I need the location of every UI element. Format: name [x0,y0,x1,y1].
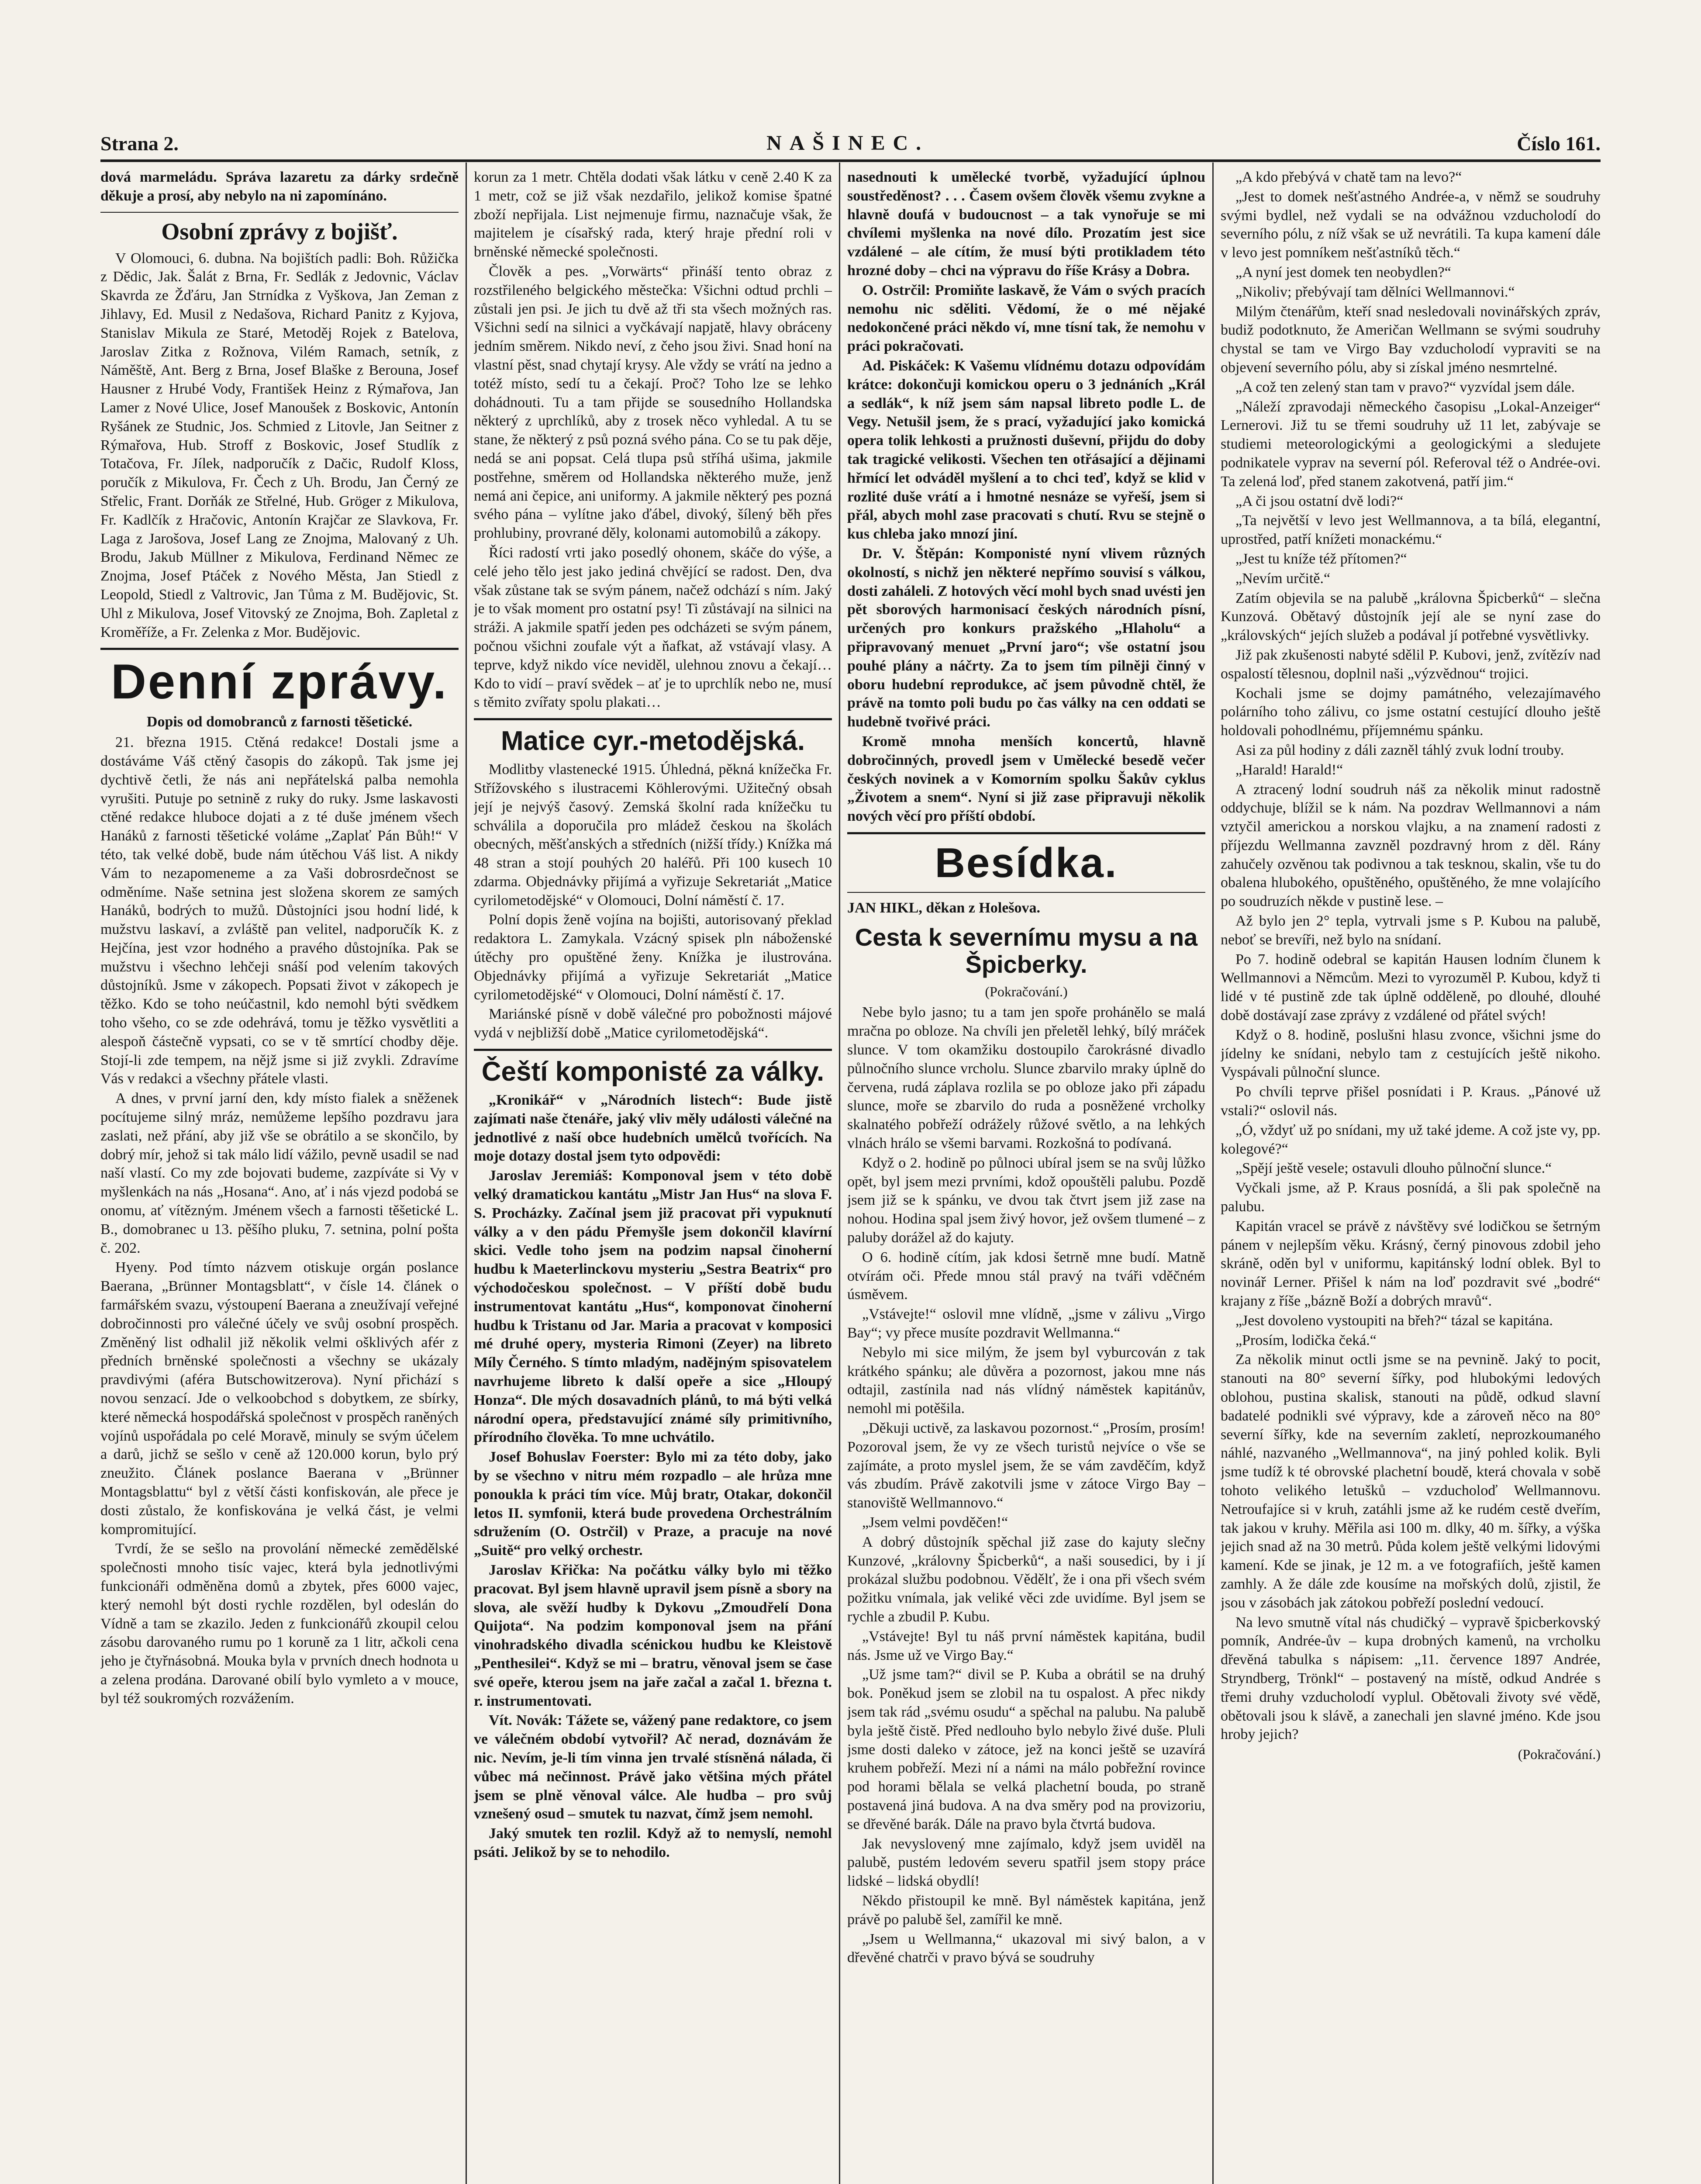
page-label: Strana 2. [100,132,179,155]
article-paragraph: Mariánské písně v době válečné pro pobožnosti májové vydá v nejbližší době „Matice cyrilometodějská“. [474,1006,832,1041]
article-paragraph: Josef Bohuslav Foerster: Bylo mi za této doby, jako by se všechno v nitru mém rozpadlo – ale hrůza mne ponoukla k práci tím více. Můj bratr, Otakar, dokončil letos II. symfonii, která bude provedena Orchestrálním sdružením (O. Ostrčil) v Praze, a pracuje na nové „Suitě“ pro velký orchestr. [474,1449,832,1559]
story-paragraph: Po 7. hodině odebral se kapitán Hausen lodním člunem k Wellmannovi a Němcům. Mezi to vyrozuměl P. Kubou, když ti lidé v té pustině zde tak úplně odděleně, po dlouhé, dlouhé době dostávají zase zprávy z vzdálené od přátel svých! [1221,951,1601,1024]
article-paragraph: Modlitby vlastenecké 1915. Úhledná, pěkná knížečka Fr. Střížovského s ilustracemi Köhlerovými. Užitečný obsah její je nejvýš časový. Zemská školní rada knížečku tu schválila a doporučila pro mládež českou na školách obecných, měšťanských a středních (nižší třídy.) Knížka má 48 stran a stojí pouhých 20 haléřů. Při 100 kusech 10 zdarma. Objednávky přijímá a vyřizuje Sekretariát „Matice cyrilometodějské“ v Olomouci, Dolní náměstí č. 17. [474,761,832,909]
section-heading-besidka: Besídka. [935,839,1118,886]
article-paragraph: korun za 1 metr. Chtěla dodati však látku v ceně 2.40 K za 1 metr, což se již však nezdařilo, jelikož komise špatné zboží nepřijala. List nejmenuje firmu, naznačuje však, že majitelem je císařský rada, který hraje přední roli v brněnské německé společnosti. [474,169,832,260]
story-paragraph: „Ta největší v levo jest Wellmannova, a ta bílá, elegantní, uprostřed, patří knížeti monackému.“ [1221,512,1601,548]
article-paragraph: Jaký smutek ten rozlil. Když až to nemyslí, nemohl psáti. Jelikož by se to nehodilo. [474,1825,832,1860]
article-paragraph: Jaroslav Křička: Na počátku války bylo mi těžko pracovat. Byl jsem hlavně upravil jsem písně a sbory na slova, ale svěží hudby k Dykovu „Zmoudřelí Dona Quijota“. Na podzim komponoval jsem na přání vinohradského divadla scénickou hudbu ke Kleistově „Penthesilei“. Když se mi – bratru, věnoval jsem se čase své opeře, kterou jsem na jaře začal a začal 1. března t. r. instrumentovati. [474,1562,832,1709]
divider [474,1049,832,1051]
column-1 [100,168,459,2184]
section-heading-cesti: Čeští komponisté za války. [481,1057,825,1087]
story-paragraph: „Jest to domek nešťastného Andrée-a, v němž se soudruhy svými bydlel, než vydali se na odvážnou vzducholodí do severního pólu, z níž však se už nevrátili. Ta kupa kamení dále v levo jest pomníkem nešťastníků těch.“ [1221,188,1601,261]
story-paragraph: „Jest dovoleno vystoupiti na břeh?“ tázal se kapitána. [1235,1312,1553,1329]
column-rule [839,162,840,2184]
article-paragraph: Vít. Novák: Tážete se, vážený pane redaktore, co jsem ve válečném období vytvořil? Ač nerad, doznávám že nic. Nevím, je-li tím vinna jen trvalé stísněná nálada, či vůbec má nečinnost. Právě jako většina mých přátel jsem se plně věnoval válce. Ale hudba – pro svůj vznešený osud – smutek tu nazvat, čímž jsem nemohl. [474,1712,832,1822]
continued-note: (Pokračování.) [1518,1746,1601,1762]
article-paragraph: 21. března 1915. Ctěná redakce! Dostali jsme a dostáváme Váš ctěný časopis do zákopů. Tak jsme jej dychtivě četli, že nás ani nepřátelská palba nemohla vyrušiti. Putuje po setnině z ruky do ruky. Jsme laskavosti ctěné redakce hluboce dojati a z té duše jménem všech Hanáků z farnosti těšetické voláme „Zaplať Pán Bůh!“ V této, tak velké době, bude nám útěchou Váš list. A nikdy Vám to nezapomeneme a za Vaši dobrosrdečnost se odměníme. Naše setnina jest složena skorem ze samých Hanáků, bodrých to mužů. Důstojníci jsou hodní lidé, k mužstvu laskaví, a zvláště pan velitel, nadporučík K. z Hejčína, jest vzor hodného a pravého důstojníka. Pak se mužstvu i všechno lehčeji snáší pod velením takových důstojníků. Jsme v zákopech. Popsati život v zákopech je těžko. Kdo se toho neúčastnil, kdo nemohl býti svědkem toho všeho, co se zde odehrává, tomu je těžko vysvětliti a alespoň částečně vypsati, co se v tě smrtící chodby děje. Stojí-li zde tempem, na nějž jsme si již zvykli. Zdravíme Vás v redakci a všechny přátele vlasti. [100,734,459,1087]
issue-number: Číslo 161. [1517,132,1601,155]
page-header [100,124,1601,155]
story-paragraph: Za několik minut octli jsme se na pevnině. Jaký to pocit, stanouti na 80° severní šířky, pod hlubokými ledových oblohou, pustina skalisk, stanouti na půdě, odkud slavní badatelé podnikli své výpravy, kde a zároveň něco na 80° severní šířky, kde na severním zakletí, neprozkoumaného náhlé, nazvaného „Wellmannova“, na jiný pohled kolik. Byli jsme tudíž k té obrovské plachetní boudě, která chovala v sobě tohoto velikého letušků – vzducholoď Wellmannovu. Netroufajíce si v kruh, zatáhli jsme až ke rudém cestě dveřím, tak jakou v kruhy. Měřila asi 100 m. dlky, 40 m. šířky, a výška jejich snad až na 30 metrů. Půda kolem ještě velkými lidovými kamení. Kde se jinak, je 12 m. a ve fotografiích, ještě kamen zamhly. A že dále zde kousíme na mořských dolů, zjistil, že jsou v zásobách jak zátokou pobřeží poslední vedoucí. [1221,1351,1601,1611]
story-paragraph: Když o 2. hodině po půlnoci ubíral jsem se na svůj lůžko opět, byl jsem mezi prvními, kdož opouštěli palubu. Pozdě jsem již se k spánku, ve dvou tak čtvrt jsem již zase na nohou. Hodina spal jsem živý hovor, jež ovšem tlumené – z paluby dorážel až do kajuty. [847,1154,1205,1246]
story-paragraph: Kapitán vracel se právě z návštěvy své lodičkou se šetrným pánem v nejlepším věku. Krásný, černý pinovous zdobil jeho skráně, oděn byl v uniformu, kapitánský lodní oblek. Byl to novinář Lerner. Přišel k nám na loď pozdravit své „bodré“ krajany z říše „bázně Boží a dobrých mravů“. [1221,1218,1601,1310]
story-paragraph: A ztracený lodní soudruh náš za několik minut radostně oddychuje, blížil se k nám. Na pozdrav Wellmannovi a nám vztyčil americkou a norskou vlajku, a na znamení radosti z příjezdu Wellmanna zavzněl pozdravný hrom z děl. Rány zahučely ozvěnou tak podivnou a tak tesknou, skalin, vše tu do obalena hlubokého, opuštěného, opuštěného, že mne volajícího po soudruzích někde v pustině lese. – [1221,781,1601,910]
story-paragraph: Až bylo jen 2° tepla, vytrvali jsme s P. Kubou na palubě, neboť se brevíři, než bylo na snídaní. [1221,913,1601,948]
article-paragraph: Dr. V. Štěpán: Komponisté nyní vlivem různých okolností, s nichž jen některé nepřímo souvisí s válkou, dosti zaháleli. Z hotových věcí mohl bych snad uvésti jen pět sborových harmonisací českých národních písní, určených pro konkurs pražského „Hlaholu“ a připravovaný menuet „První jaro“; vše ostatní jsou pouhé plány a náčrty. Za to jsem tím pilněji činný v oboru hudební reprodukce, ač jsem původně chtěl, že právě na tomto poli budu po čas války na cen oddati se hudebně tvořivé práci. [847,545,1205,730]
article-paragraph: Ad. Piskáček: K Vašemu vlídnému dotazu odpovídám krátce: dokončuji komickou operu o 3 jednáních „Král a sedlák“, k níž jsem sám napsal libreto podle L. de Vegy. Netušil jsem, že s prací, vyžadující jako komická opera tolik lehkosti a pružnosti duševní, přijdu do doby tak tragické velikosti. Všechen ten otřásající a dějinami hřmící let odváděl myšlení a to chci teď, když se klid v rozlité duše vrátí a i hmotné nesnáze se vyřeší, jsem si přál, abych mohl zase pracovati s chutí. Rvu se stejně o kus chleba jako mnozí jiní. [847,357,1205,543]
story-paragraph: Po chvíli teprve přišel posnídati i P. Kraus. „Pánové už vstali?“ oslovil nás. [1221,1084,1601,1119]
column-rule [466,162,467,2184]
story-paragraph: O 6. hodině cítím, jak kdosi šetrně mne budí. Matně otvírám oči. Přede mnou stál pravý na tváři vděčném úsměvem. [847,1249,1205,1303]
column-4 [1221,168,1601,2184]
column-rule [1212,162,1214,2184]
article-paragraph: A dnes, v první jarní den, kdy místo fialek a sněženek pocítujeme silný mráz, nemůžeme lepšího pozdravu jara zaslati, než přání, aby již vše se obrátilo a se skončilo, by dobrý mír, jehož si tak málo lidí vážilo, pevně usadil se nad naší vlastí. Co my zde bojovati budeme, zazpíváte si Vy v myšlenkách na nás „Hosana“. Ano, ať i nás vjezd podobá se onomu, ať vítězným. Jménem všech a farnosti těšetické L. B., domobranec u 13. pěšího pluku, 7. setnina, polní pošta č. 202. [100,1090,459,1256]
article-title: Dopis od domobranců z farnosti těšetické. [146,714,413,730]
article-paragraph: Říci radostí vrti jako posedlý ohonem, skáče do výše, a celé jeho tělo jest jako jediná chvějící se radost. Den, dva však zůstane tak se svým pánem, načež odchází s ním. Jaký je to však moment pro ostatní psy! Ti zůstávají na silnici na stráži. A jakmile spatří jeden pes odcházeti se svým pánem, počnou všichni zoufale výt a ňafkat, až vstávají vlasy. A teprve, když nikdo více neviděl, ulehnou znovu a čekají… Kdo to vidí – praví svědek – ať je to uprchlík nebo ne, musí s těmito zvířaty spolu plakati… [474,544,832,711]
story-paragraph: Jak nevyslovený mne zajímalo, když jsem uviděl na palubě, pustém ledovém severu spatřil jsem stopy práce lidské – lidská obydlí! [847,1835,1205,1890]
article-paragraph: O. Ostrčil: Promiňte laskavě, že Vám o svých pracích nemohu nic sděliti. Vědomí, že o mé nějaké nedokončené práci někdo ví, mne tísní tak, že nemohu v práci pokračovati. [847,282,1205,355]
story-paragraph: Již pak zkušenosti nabyté sdělil P. Kubovi, jenž, zvítězív nad ospalostí tělesnou, doplnil naši „výzvědnou“ trojici. [1221,646,1601,682]
story-paragraph: „Vstávejte!“ oslovil mne vlídně, „jsme v zálivu „Virgo Bay“; vy přece musíte pozdravit Wellmanna.“ [847,1306,1205,1341]
continued-note: (Pokračování.) [985,983,1068,999]
story-paragraph: „A nyní jest domek ten neobydlen?“ [1235,264,1451,280]
story-paragraph: „Děkuji uctivě, za laskavou pozornost.“ „Prosím, prosím! Pozoroval jsem, že vy ze všech turistů nejvíce o vše se zajímáte, a proto myslel jsem, že se vám zavděčím, když vás zbudím. Právě zakotvili jsme v zátoce Virgo Bay – stanoviště Wellmannovo.“ [847,1420,1205,1511]
story-paragraph: Vyčkali jsme, až P. Kraus posnídá, a šli pak společně na palubu. [1221,1180,1601,1215]
article-paragraph: nasednouti k umělecké tvorbě, vyžadující úplnou soustředěnost? . . . Časem ovšem člověk všemu zvykne a hlavně doufá v budoucnost – a tak vynořuje se mi chvílemi myšlenka na nové dílo. Prozatím jest sice vzdálené – ale cítím, že musí býti protikladem této hrozné doby – chci na výpravu do říše Krásy a Dobra. [847,169,1205,279]
story-paragraph: Když o 8. hodině, poslušni hlasu zvonce, všichni jsme do jídelny ke snídani, nebylo tam z cestujících ještě nikoho. Vyspávali půlnoční slunce. [1221,1026,1601,1081]
story-title: Cesta k severnímu mysu a na Špicberky. [855,923,1198,978]
column-3 [847,168,1205,2184]
story-paragraph: Někdo přistoupil ke mně. Byl náměstek kapitána, jenž právě po palubě šel, zamířil ke mně. [847,1892,1205,1928]
story-paragraph: Zatím objevila se na palubě „královna Špicberků“ – slečna Kunzová. Obětavý důstojník její ale se nyní zase do „královských“ jejích služeb a podával jí potřebné vysvětlivky. [1221,590,1601,644]
article-paragraph: Hyeny. Pod tímto názvem otiskuje orgán poslance Baerana, „Brünner Montagsblatt“, v čísle 14. článek o farmářském svazu, výstoupení Baerana a zneužívají veřejné dobročinnosti pro válečné účely ve svůj osobní prospěch. Změněný list odhalil již několik velmi ošklivých afér z předních brněnské společnosti a všechny se ukázaly pravdivými (aféra Butschowitzerova). Nyní přichází s novou senzací. Jde o velkoobchod s dobytkem, ze sbírky, které německá hospodářská společnost v prospěch raněných vojínů uspořádala po celé Moravě, minuly se svým účelem a darů, jichž se sešlo v ceně až 120.000 korun, bylo prý zneužito. Článek poslance Baerana v „Brünner Montagsblattu“ byl z větší části konfiskován, ale přece je dosti zůstalo, že konfiskována je velká část, je velmi kompromitující. [100,1259,459,1538]
section-heading-osobni: Osobní zprávy z bojišť. [161,218,398,245]
masthead: NAŠINEC. [766,131,929,155]
author-byline: JAN HIKL, děkan z Holešova. [847,899,1041,916]
story-paragraph: „Prosím, lodička čeká.“ [1235,1332,1377,1348]
story-paragraph: „Jest tu kníže též přítomen?“ [1235,550,1407,567]
story-paragraph: „Ó, vždyť už po snídani, my už také jdeme. A což jste vy, pp. kolegové?“ [1221,1122,1601,1157]
article-paragraph: Kromě mnoha menších koncertů, hlavně dobročinných, provedl jsem v Umělecké besedě večer českých novinek a v Komorním spolku Šakův cyklus „Životem a snem“. Nyní si již zase připravuji několik nových věcí pro příští období. [847,733,1205,825]
story-paragraph: Nebe bylo jasno; tu a tam jen spoře prohánělo se malá mračna po obloze. Na chvíli jen přeletěl lehký, bílý mráček slunce. V tom okamžiku dostoupilo čarokrásné divadlo půlnočního slunce vrcholu. Slunce zbarvilo mraky úplně do červena, rudá záplava rozlila se po obloze jako při západu slunce, moře se zbarvilo do ruda a posněžené vrcholky skalnatého pobřeží odrážely růžové světlo, a na lehkých vlnách hrálo se všemi barvami. Rozkošná to podívaná. [847,1004,1205,1152]
section-heading-matice: Matice cyr.-metodějská. [500,726,805,757]
header-rule [100,159,1601,162]
divider [847,832,1205,834]
story-paragraph: „A či jsou ostatní dvě lodi?“ [1235,493,1404,509]
article-paragraph: Člověk a pes. „Vorwärts“ přináší tento obraz z rozstřileného belgického městečka: Všichni odtud prchli – zůstali jen psi. Je jich tu dvě až tři sta všech možných ras. Všichni sedí na silnici a vyčkávají napjatě, hlavy obráceny jedním směrem. Nikdo neví, z čeho jsou živi. Snad honí na vlastní pěst, snad chytají krysy. Ale vždy se vrátí na jedno a totéž místo, sedí tu a čekají. Proč? Toho lze se lehko dohádnouti. Tu a tam přijde se sousedního Hollandska některý z uprchlíků, aby z trosek něco vyhledal. A tu se stane, že některý z psů pozná svého pána. Co se tu pak děje, nedá se ani popsat. Celá tlupa psů stříhá ušima, jakmile postřehne, směrem od Hollandska některého muže, jenž nemá ani čepice, ani uniformy. A jakmile některý pes pozná svého pána – vylítne jako ďábel, divoký, šílený běh přes prohlubiny, provrané děly, kolonami automobilů a zákopy. [474,263,832,542]
article-paragraph: Jaroslav Jeremiáš: Komponoval jsem v této době velký dramatickou kantátu „Mistr Jan Hus“ na slova F. S. Procházky. Začínal jsem již pracovat při vypuknutí války a v den pádu Přemyšle jsem dokončil klavírní skici. Vedle toho jsem na podzim napsal činoherní hudbu k Maeterlinckovu mysteriu „Sestra Beatrix“ pro východočeskou společnost. – V příští době budu instrumentovat kantátu „Hus“, komponovat činoherní hudbu k Tristanu od Jar. Maria a pracovat v komposici mé druhé opery, mysteria Rimoni (Zeyer) na libreto Míly Černého. S tímto mladým, nadějným spisovatelem navrhujeme libreto k další opeře a sice „Hloupý Honza“. Dle mých dosavadních plánů, to má býti velká národní opera, představující známé síly primitivního, přírodního člověka. To mne uchvátilo. [474,1168,832,1446]
lead-paragraph: dová marmeládu. Správa lazaretu za dárky srdečně děkuje a prosí, aby nebylo na ni zapomínáno. [100,169,459,204]
story-paragraph: A dobrý důstojník spěchal již zase do kajuty slečny Kunzové, „královny Špicberků“, a naši sousedici, by i jí prokázal službu podobnou. Vědělť, že i ona při všech svém požitku vnímala, jak veliké věci zde uvidíme. Byl jsem se rychle a zbudil P. Kubu. [847,1534,1205,1625]
article-paragraph: Polní dopis ženě vojína na bojišti, autorisovaný překlad redaktora L. Zamykala. Vzácný spisek pln náboženské útěchy pro opuštěné ženy. Knížka je ilustrována. Objednávky přijímá a vyřizuje Sekretariát „Matice cyrilometodějské“ v Olomouci, Dolní náměstí č. 17. [474,912,832,1003]
story-paragraph: „Už jsme tam?“ divil se P. Kuba a obrátil se na druhý bok. Poněkud jsem se zlobil na tu ospalost. A přec nikdy jsem tak rád „svému osudu“ a spěchal na palubu. Na palubě byla ještě čistě. Před nedlouho bylo nebylo živé duše. Pluli jsme dosti daleko v zátoce, jež na konci ještě se uzavírá kruhem pobřeží. Mezi ní a námi na málo pobřežní rovince pod horami bělala se velká plachetní bouda, po straně postavená jiná budova. A na dva směry pod na provizoriu, se dřevěné barák. Dále na pravo byla čtvrtá budova. [847,1666,1205,1832]
story-paragraph: „A kdo přebývá v chatě tam na levo?“ [1235,169,1462,185]
story-paragraph: „Jsem velmi povděčen!“ [862,1514,1008,1531]
story-paragraph: Kochali jsme se dojmy památného, velezajímavého polárního toho zálivu, co jsme ostatní cestující dlouho ještě holdovali pohodlnému, příjemnému spánku. [1221,685,1601,739]
section-heading-denni: Denní zprávy. [111,654,448,709]
story-paragraph: „Náleží zpravodaji německého časopisu „Lokal-Anzeiger“ Lernerovi. Již tu se třemi soudruhy už 11 let, zabývaje se studiemi meteorologickými a geologickými a sledujete podnikatele vyprav na severní pól. Referoval též o Andrée-ovi. Ta zelená loď, před stanem zakotvená, patří jim.“ [1221,398,1601,490]
story-paragraph: Milým čtenářům, kteří snad nesledovali novinářských zpráv, budiž podotknuto, že Američan Wellmann se svými soudruhy chystal se tam ve Virgo Bay vzducholodí vypraviti se na objevení severního pólu, aby si získal jméno nesmrtelné. [1221,303,1601,376]
story-paragraph: Asi za půl hodiny z dáli zazněl táhlý zvuk lodní trouby. [1235,742,1564,758]
story-paragraph: „Jsem u Wellmanna,“ ukazoval mi sivý balon, a v dřevěné chatrči v pravo bývá se soudruhy [847,1931,1205,1966]
fallen-list: V Olomouci, 6. dubna. Na bojištích padli: Boh. Růžička z Dědic, Jak. Šalát z Brna, Fr. Sedlák z Jedovnic, Václav Skavrda ze Žďáru, Jan Strnídka z Vyškova, Jan Zeman z Jihlavy, Ed. Musil z Nedašova, Richard Panitz z Kyjova, Stanislav Mikula ze Staré, Metoděj Rojek z Batelova, Jaroslav Zitka z Rožnova, Vilém Ramach, setník, z Náměště, Ant. Berg z Brna, Josef Blaške z Berouna, Josef Hausner z Hrubé Vody, František Heinz z Rýmařova, Jan Lamer z Nové Ulice, Josef Manoušek z Boskovic, Antonín Ryšánek ze Studnic, Jos. Schmied z Litovle, Jan Seitner z Rýmařova, Hub. Stroff z Boskovic, Josef Studlík z Totačova, Fr. Jílek, nadporučík z Dačic, Rudolf Kloss, poručík z Mikulova, Fr. Čech z Uh. Brodu, Jan Černý ze Střelic, Frant. Dorňák ze Střelné, Hub. Gröger z Mikulova, Fr. Kadlčík z Hračovic, Antonín Krajčar ze Slavkova, Fr. Laga z Jarošova, Josef Lang ze Znojma, Malovaný z Uh. Brodu, Jakub Müllner z Mikulova, Ferdinand Němec ze Znojma, Josef Ptáček z Nového Města, Jan Stiedl z Leopold, Stiedl z Valtrovic, Jan Tůma z M. Budějovic, St. Uhl z Mikulova, Josef Vitovský ze Znojma, Boh. Zapletal z Kroměříže, a Fr. Zelenka z Mor. Budějovic. [100,250,459,640]
article-paragraph: „Kronikář“ v „Národních listech“: Bude jistě zajímati naše čtenáře, jaký vliv měly události válečné na jednotlivé z naší obce hudebních umělců tvořících. Na moje dotazy dostal jsem tyto odpovědi: [474,1092,832,1165]
divider [847,892,1205,893]
divider [100,212,459,213]
story-paragraph: „Nevím určitě.“ [1235,570,1331,587]
article-paragraph: Tvrdí, že se sešlo na provolání německé zemědělské společnosti mnoho tisíc vajec, která byla jednotlivými funkcionáři odměněna domů a zbytek, přes 6000 vajec, který nemohl být dosti rychle rozdělen, byl odeslán do Vídně a tam se zkazilo. Jeden z funkcionářů zkoupil celou zásobu darovaného rumu po 1 koruně za 1 litr, ačkoli cena jeho je čtyřnásobná. Mouka byla v prvních dnech hodnota u a zelena prodána. Darované obilí bylo vymleto a v mouce, byl též soukromých rozvážením. [100,1541,459,1707]
column-2 [474,168,832,2184]
story-paragraph: „Vstávejte! Byl tu náš první náměstek kapitána, budil nás. Jsme už ve Virgo Bay.“ [847,1628,1205,1663]
story-paragraph: Na levo smutně vítal nás chudičký – vypravě špicberkovský pomník, Andrée-ův – kupa drobných kamenů, na vrcholku dřevěná tabulka s nápisem: „11. července 1897 Andrée, Stryndberg, Trönkl“ – postavený na místě, odkud Andrée s třemi druhy vzducholodí vyplul. Obětovali životy své vědě, obětovali jsou k slávě, a zanechali jen slavné jméno. Kde jsou hroby jejich? [1221,1614,1601,1743]
divider [474,718,832,720]
story-paragraph: Nebylo mi sice milým, že jsem byl vyburcován z tak krátkého spánku; ale důvěra a pozornost, jakou mne nás odtajil, zastínila nad nás vlídný náměstek kapitánův, nemohl mi potěšila. [847,1344,1205,1417]
divider [100,648,459,650]
story-paragraph: „Harald! Harald!“ [1235,761,1343,778]
story-paragraph: „Nikoliv; přebývají tam dělníci Wellmannovi.“ [1235,283,1515,300]
story-paragraph: „A což ten zelený stan tam v pravo?“ vyzvídal jsem dále. [1235,379,1575,395]
story-paragraph: „Spějí ještě vesele; ostavuli dlouho půlnoční slunce.“ [1235,1160,1552,1177]
